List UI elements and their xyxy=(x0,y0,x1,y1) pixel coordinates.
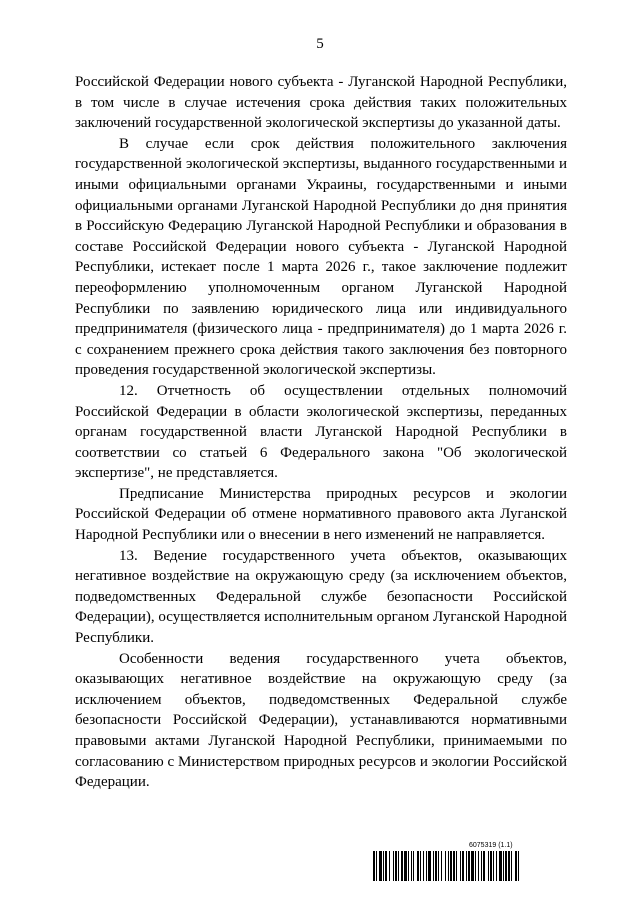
document-body xyxy=(75,72,567,793)
paragraph-prescription: Предписание Министерства природных ресурсов и экологии Российской Федерации об отмене нормативного правового акта Луганской Народной Республики или о внесении в него изменений не направляется. xyxy=(75,485,567,544)
barcode-icon xyxy=(373,851,593,881)
paragraph-item-13: 13. Ведение государственного учета объектов, оказывающих негативное воздействие на окружающую среду (за исключением объектов, подведомственных Федеральной службе безопасности Российской Федерации), осуществляется исполнительным органом Луганской Народной Республики. xyxy=(75,547,567,647)
paragraph-expiry-reissue: В случае если срок действия положительного заключения государственной экологической экспертизы, выданного государственными и иными официальными органами Украины, государственными и иными официальными органами Луганской Народной Республики до дня принятия в Российскую Федерацию Луганской Народной Республики и образования в составе Российской Федерации нового субъекта - Луганской Народной Республики, истекает после 1 марта 2026 г., такое заключение подлежит переоформлению уполномоченным органом Луганской Народной Республики по заявлению юридического лица или индивидуального предпринимателя (физического лица - предпринимателя) до 1 марта 2026 г. с сохранением прежнего срока действия такого заключения без повторного проведения государственной экологической экспертизы. xyxy=(75,135,567,379)
barcode-block xyxy=(373,842,593,884)
paragraph-item-12: 12. Отчетность об осуществлении отдельных полномочий Российской Федерации в области экологической экспертизы, переданных органам государственной власти Луганской Народной Республики в соответствии со статьей 6 Федерального закона "Об экологической экспертизе", не представляется. xyxy=(75,382,567,482)
paragraph-continuation: Российской Федерации нового субъекта - Луганской Народной Республики, в том числе в случае истечения срока действия таких положительных заключений государственной экологической экспертизы до указанной даты. xyxy=(75,74,567,132)
page-number: 5 xyxy=(316,36,324,52)
paragraph-accounting-specifics: Особенности ведения государственного учета объектов, оказывающих негативное воздействие на окружающую среду (за исключением объектов, подведомственных Федеральной службе безопасности Российской Федерации), устанавливаются нормативными правовыми актами Луганской Народной Республики, принимаемыми по согласованию с Министерством природных ресурсов и экологии Российской Федерации. xyxy=(75,650,567,791)
barcode-code: 6075319 (1.1) xyxy=(469,842,513,849)
